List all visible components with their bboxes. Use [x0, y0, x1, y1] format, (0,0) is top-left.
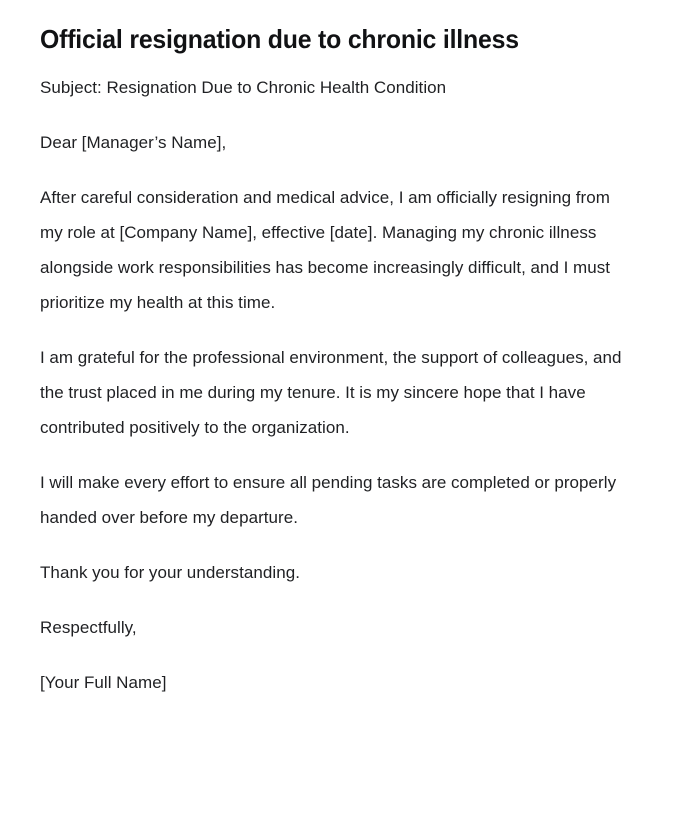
paragraph-transition-commitment: I will make every effort to ensure all pending tasks are completed or properly handed over before my departure.: [40, 473, 617, 527]
paragraph-signature: [Your Full Name]: [40, 673, 167, 692]
paragraph-closing: Respectfully,: [40, 618, 137, 637]
resignation-letter: [40, 22, 625, 700]
page-title: Official resignation due to chronic illness: [40, 24, 519, 54]
paragraph-resignation-statement: After careful consideration and medical advice, I am officially resigning from my role at [Company Name], effective [date]. Managing my chronic illness alongside work responsibilities has become increasingly difficult, and I must prioritize my health at this time.: [40, 188, 611, 312]
paragraph-subject-line: Subject: Resignation Due to Chronic Health Condition: [40, 78, 447, 97]
paragraph-gratitude: I am grateful for the professional environment, the support of colleagues, and the trust placed in me during my tenure. It is my sincere hope that I have contributed positively to the organization.: [40, 348, 622, 437]
paragraph-thanks: Thank you for your understanding.: [40, 563, 300, 582]
letter-body: [40, 70, 625, 700]
paragraph-salutation: Dear [Manager’s Name],: [40, 133, 227, 152]
